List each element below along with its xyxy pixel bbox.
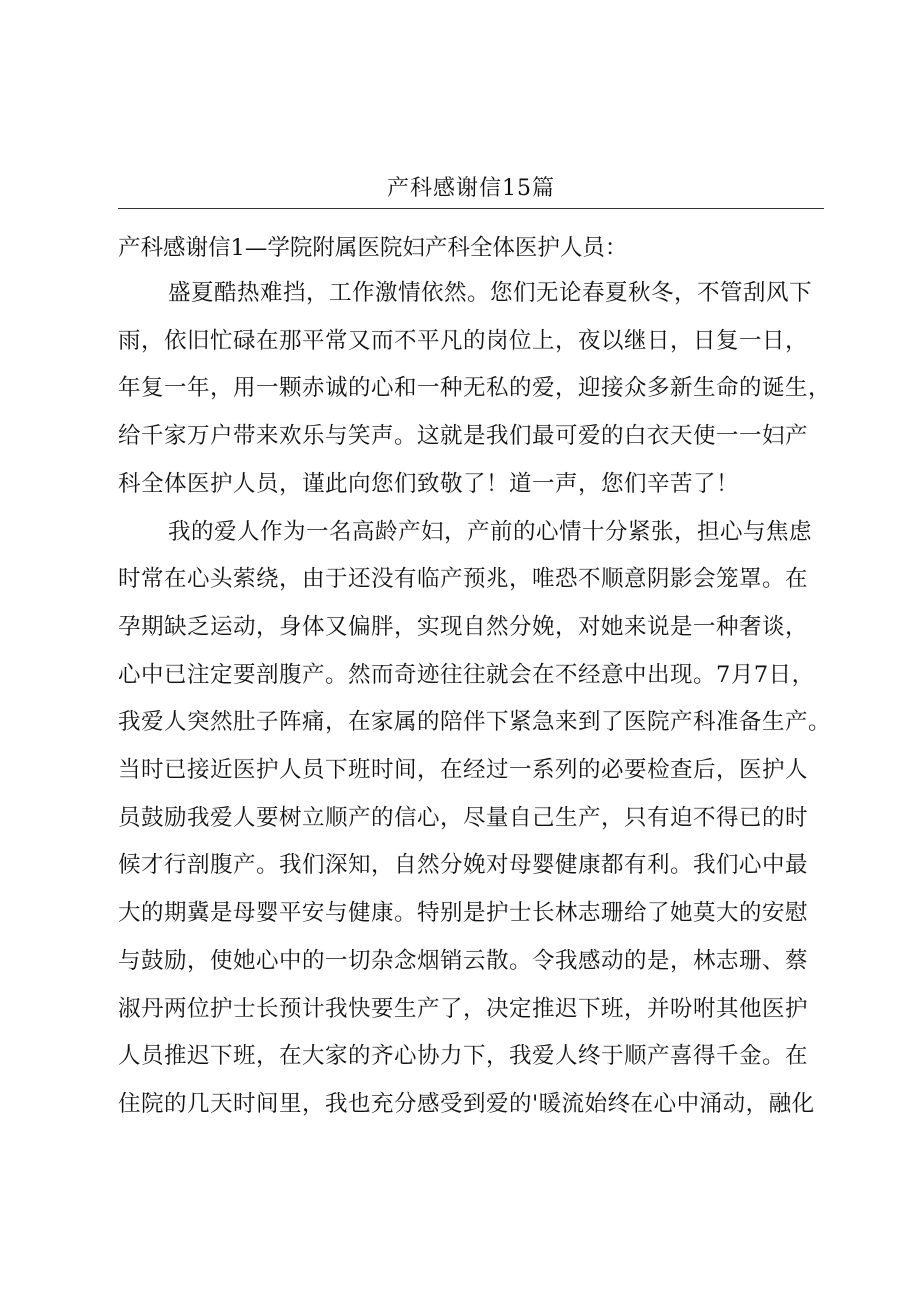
text-line: 孕期缺乏运动，身体又偏胖，实现自然分娩，对她来说是一种奢谈， xyxy=(118,613,809,640)
text-line: 年复一年，用一颗赤诚的心和一种无私的爱，迎接众多新生命的诞生， xyxy=(118,375,832,402)
letter-salutation: 产科感谢信1—学院附属医院妇产科全体医护人员： xyxy=(118,235,628,261)
page-header xyxy=(118,172,824,209)
text-line: 人员推迟下班，在大家的齐心协力下，我爱人终于顺产喜得千金。在 xyxy=(118,1043,809,1070)
text-line: 我爱人突然肚子阵痛，在家属的陪伴下紧急来到了医院产科准备生产。 xyxy=(118,709,832,736)
text-line: 与鼓励，使她心中的一切杂念烟销云散。令我感动的是，林志珊、蔡 xyxy=(118,947,809,974)
document-title: 产科感谢信15篇 xyxy=(387,176,555,201)
paragraph-1 xyxy=(118,270,832,509)
text-line: 候才行剖腹产。我们深知，自然分娩对母婴健康都有利。我们心中最 xyxy=(118,852,809,879)
text-line: 盛夏酷热难挡，工作激情依然。您们无论春夏秋冬，不管刮风下 xyxy=(168,280,813,306)
text-line: 科全体医护人员，谨此向您们致敬了！道一声，您们辛苦了！ xyxy=(118,470,740,497)
text-line: 员鼓励我爱人要树立顺产的信心，尽量自己生产，只有迫不得已的时 xyxy=(118,804,809,831)
text-line: 大的期冀是母婴平安与健康。特别是护士长林志珊给了她莫大的安慰 xyxy=(118,900,809,927)
text-line: 淑丹两位护士长预计我快要生产了，决定推迟下班，并吩咐其他医护 xyxy=(118,995,809,1022)
text-line: 心中已注定要剖腹产。然而奇迹往往就会在不经意中出现。7月7日， xyxy=(118,661,815,688)
text-line: 雨，依旧忙碌在那平常又而不平凡的岗位上，夜以继日，日复一日， xyxy=(118,327,809,354)
paragraph-2 xyxy=(118,509,832,1129)
text-line: 时常在心头萦绕，由于还没有临产预兆，唯恐不顺意阴影会笼罩。在 xyxy=(118,566,809,593)
text-line: 给千家万户带来欢乐与笑声。这就是我们最可爱的白衣天使一一妇产 xyxy=(118,423,809,450)
text-line: 我的爱人作为一名高龄产妇，产前的心情十分紧张，担心与焦虑 xyxy=(168,518,813,545)
text-line: 当时已接近医护人员下班时间，在经过一系列的必要检查后，医护人 xyxy=(118,757,809,784)
letter-body xyxy=(118,226,832,1129)
text-line: 住院的几天时间里，我也充分感受到爱的'暖流始终在心中涌动，融化 xyxy=(118,1090,815,1117)
